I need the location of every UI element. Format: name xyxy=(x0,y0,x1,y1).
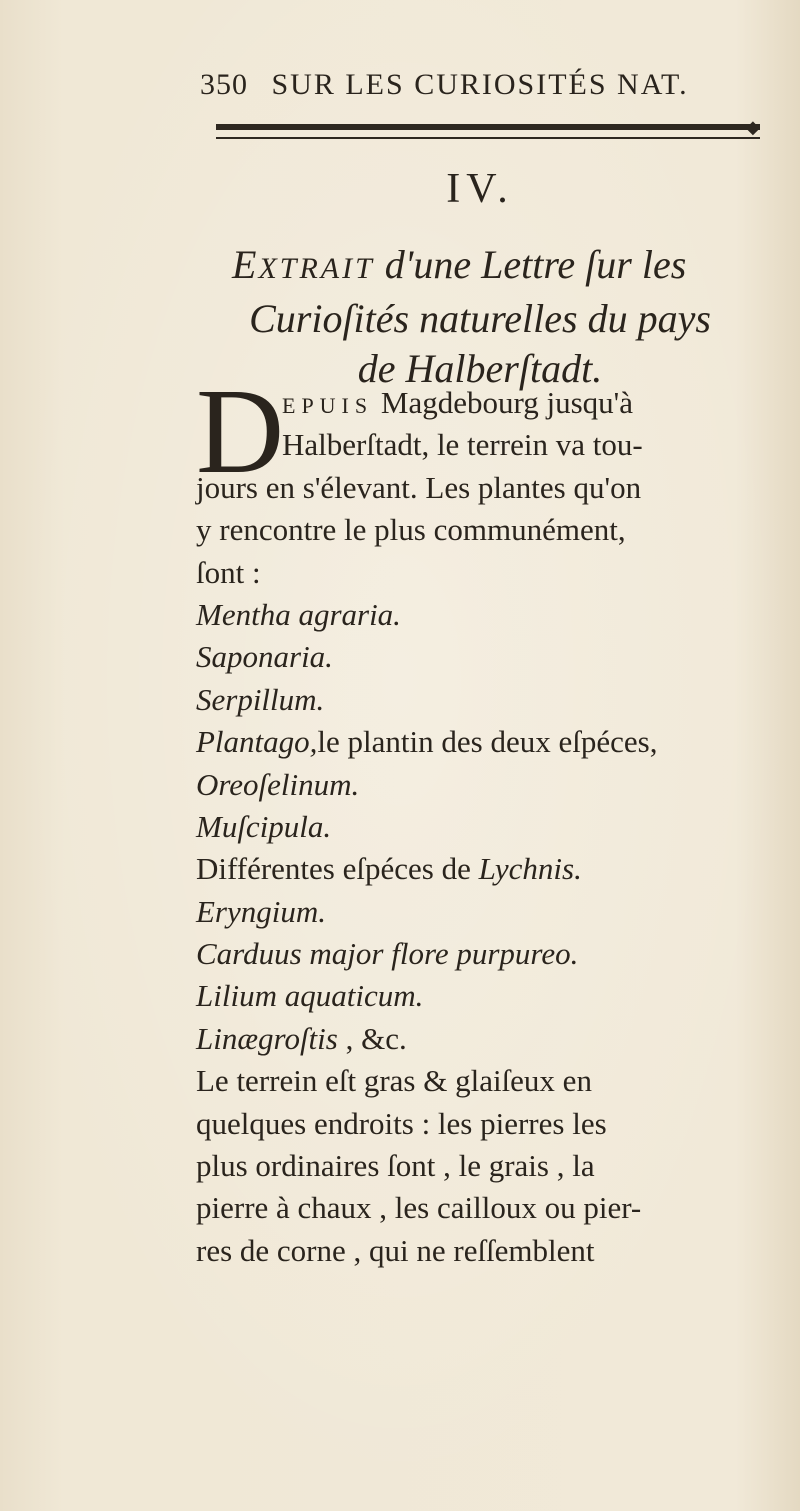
plant-name: Différentes eſpéces de Lychnis. xyxy=(196,851,582,887)
header-rule-thin xyxy=(216,137,760,139)
plant-name: Saponaria. xyxy=(196,639,333,675)
section-number: IV. xyxy=(446,166,514,212)
plant-name: Muſcipula. xyxy=(196,808,332,844)
text-line: jours en s'élevant. Les plantes qu'on xyxy=(196,469,642,505)
text-line: Le terrein eſt gras & glaiſeux en xyxy=(196,1063,592,1099)
plant-name: Oreoſelinum. xyxy=(196,766,360,802)
rule-ornament-icon: ◆ xyxy=(746,117,760,138)
plant-name: Serpillum. xyxy=(196,681,325,717)
plant-name: Lilium aquaticum. xyxy=(196,978,424,1014)
title-line-3: de Halberſtadt. xyxy=(357,346,603,391)
plant-name: Mentha agraria. xyxy=(196,596,401,632)
text-line: pierre à chaux , les cailloux ou pier- xyxy=(196,1190,642,1226)
text-line: Halberſtadt, le terrein va tou- xyxy=(282,427,643,463)
plant-name: Plantago,le plantin des deux eſpéces, xyxy=(196,724,658,760)
text-line: res de corne , qui ne reſſemblent xyxy=(196,1232,595,1268)
text-line: y rencontre le plus communément, xyxy=(196,512,626,548)
title-line-1: EXTRAIT d'une Lettre ſur les xyxy=(232,242,687,287)
title-line-2: Curioſités naturelles du pays xyxy=(249,296,711,341)
drop-capital: D xyxy=(196,364,285,499)
running-header xyxy=(200,68,760,108)
running-title: SUR LES CURIOSITÉS NAT. xyxy=(271,68,689,101)
header-rule-thick xyxy=(216,124,760,130)
plant-name: Eryngium. xyxy=(196,893,327,929)
text-line: EPUIS Magdebourg jusqu'à xyxy=(282,385,633,420)
page-number: 350 xyxy=(200,68,248,101)
text-line: plus ordinaires ſont , le grais , la xyxy=(196,1148,595,1184)
plant-name: Linægroſtis , &c. xyxy=(196,1020,407,1056)
plant-name: Carduus major flore purpureo. xyxy=(196,936,579,972)
text-line: ſont : xyxy=(196,554,261,590)
text-line: quelques endroits : les pierres les xyxy=(196,1105,607,1141)
